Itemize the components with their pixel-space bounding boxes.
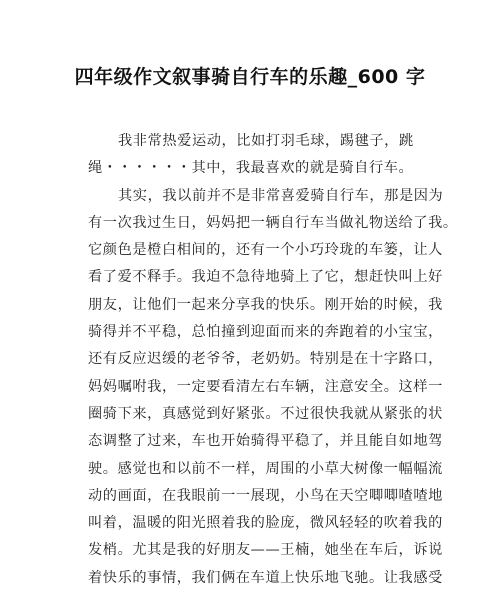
- essay-body: [88, 128, 458, 592]
- essay-line: 妈妈嘱咐我，一定要看清左右车辆，注意安全。这样一: [88, 378, 443, 395]
- essay-line: 绳・・・・・・其中，我最喜欢的就是骑自行车。: [88, 160, 414, 177]
- essay-line: 骑得并不平稳，总怕撞到迎面而来的奔跑着的小宝宝，: [88, 324, 443, 341]
- essay-line: 我非常热爱运动，比如打羽毛球，踢毽子，跳: [118, 133, 414, 149]
- essay-line: 它颜色是橙白相间的，还有一个小巧玲珑的车篓，让人: [88, 242, 443, 259]
- essay-line: 有一次我过生日，妈妈把一辆自行车当做礼物送给了我。: [88, 214, 458, 231]
- essay-line: 着快乐的事情，我们俩在车道上快乐地飞驰。让我感受: [88, 569, 443, 586]
- essay-line: 态调整了过来，车也开始骑得平稳了，并且能自如地驾: [88, 433, 443, 450]
- document-title: 四年级作文叙事骑自行车的乐趣_600 字: [74, 66, 426, 88]
- essay-line: 动的画面，在我眼前一一展现，小鸟在天空唧唧喳喳地: [88, 487, 443, 504]
- essay-line: 发梢。尤其是我的好朋友——王楠，她坐在车后，诉说: [88, 542, 443, 559]
- essay-line: 朋友，让他们一起来分享我的快乐。刚开始的时候，我: [88, 296, 443, 313]
- essay-line: 看了爱不释手。我迫不急待地骑上了它，想赶快叫上好: [88, 269, 443, 286]
- essay-line: 还有反应迟缓的老爷爷，老奶奶。特别是在十字路口，: [88, 351, 443, 368]
- essay-line: 其实，我以前并不是非常喜爱骑自行车，那是因为: [118, 187, 444, 204]
- essay-line: 驶。感觉也和以前不一样，周围的小草大树像一幅幅流: [88, 460, 443, 477]
- essay-line: 叫着，温暖的阳光照着我的脸庞，微风轻轻的吹着我的: [88, 515, 443, 532]
- essay-line: 圈骑下来，真感觉到好紧张。不过很快我就从紧张的状: [88, 405, 443, 422]
